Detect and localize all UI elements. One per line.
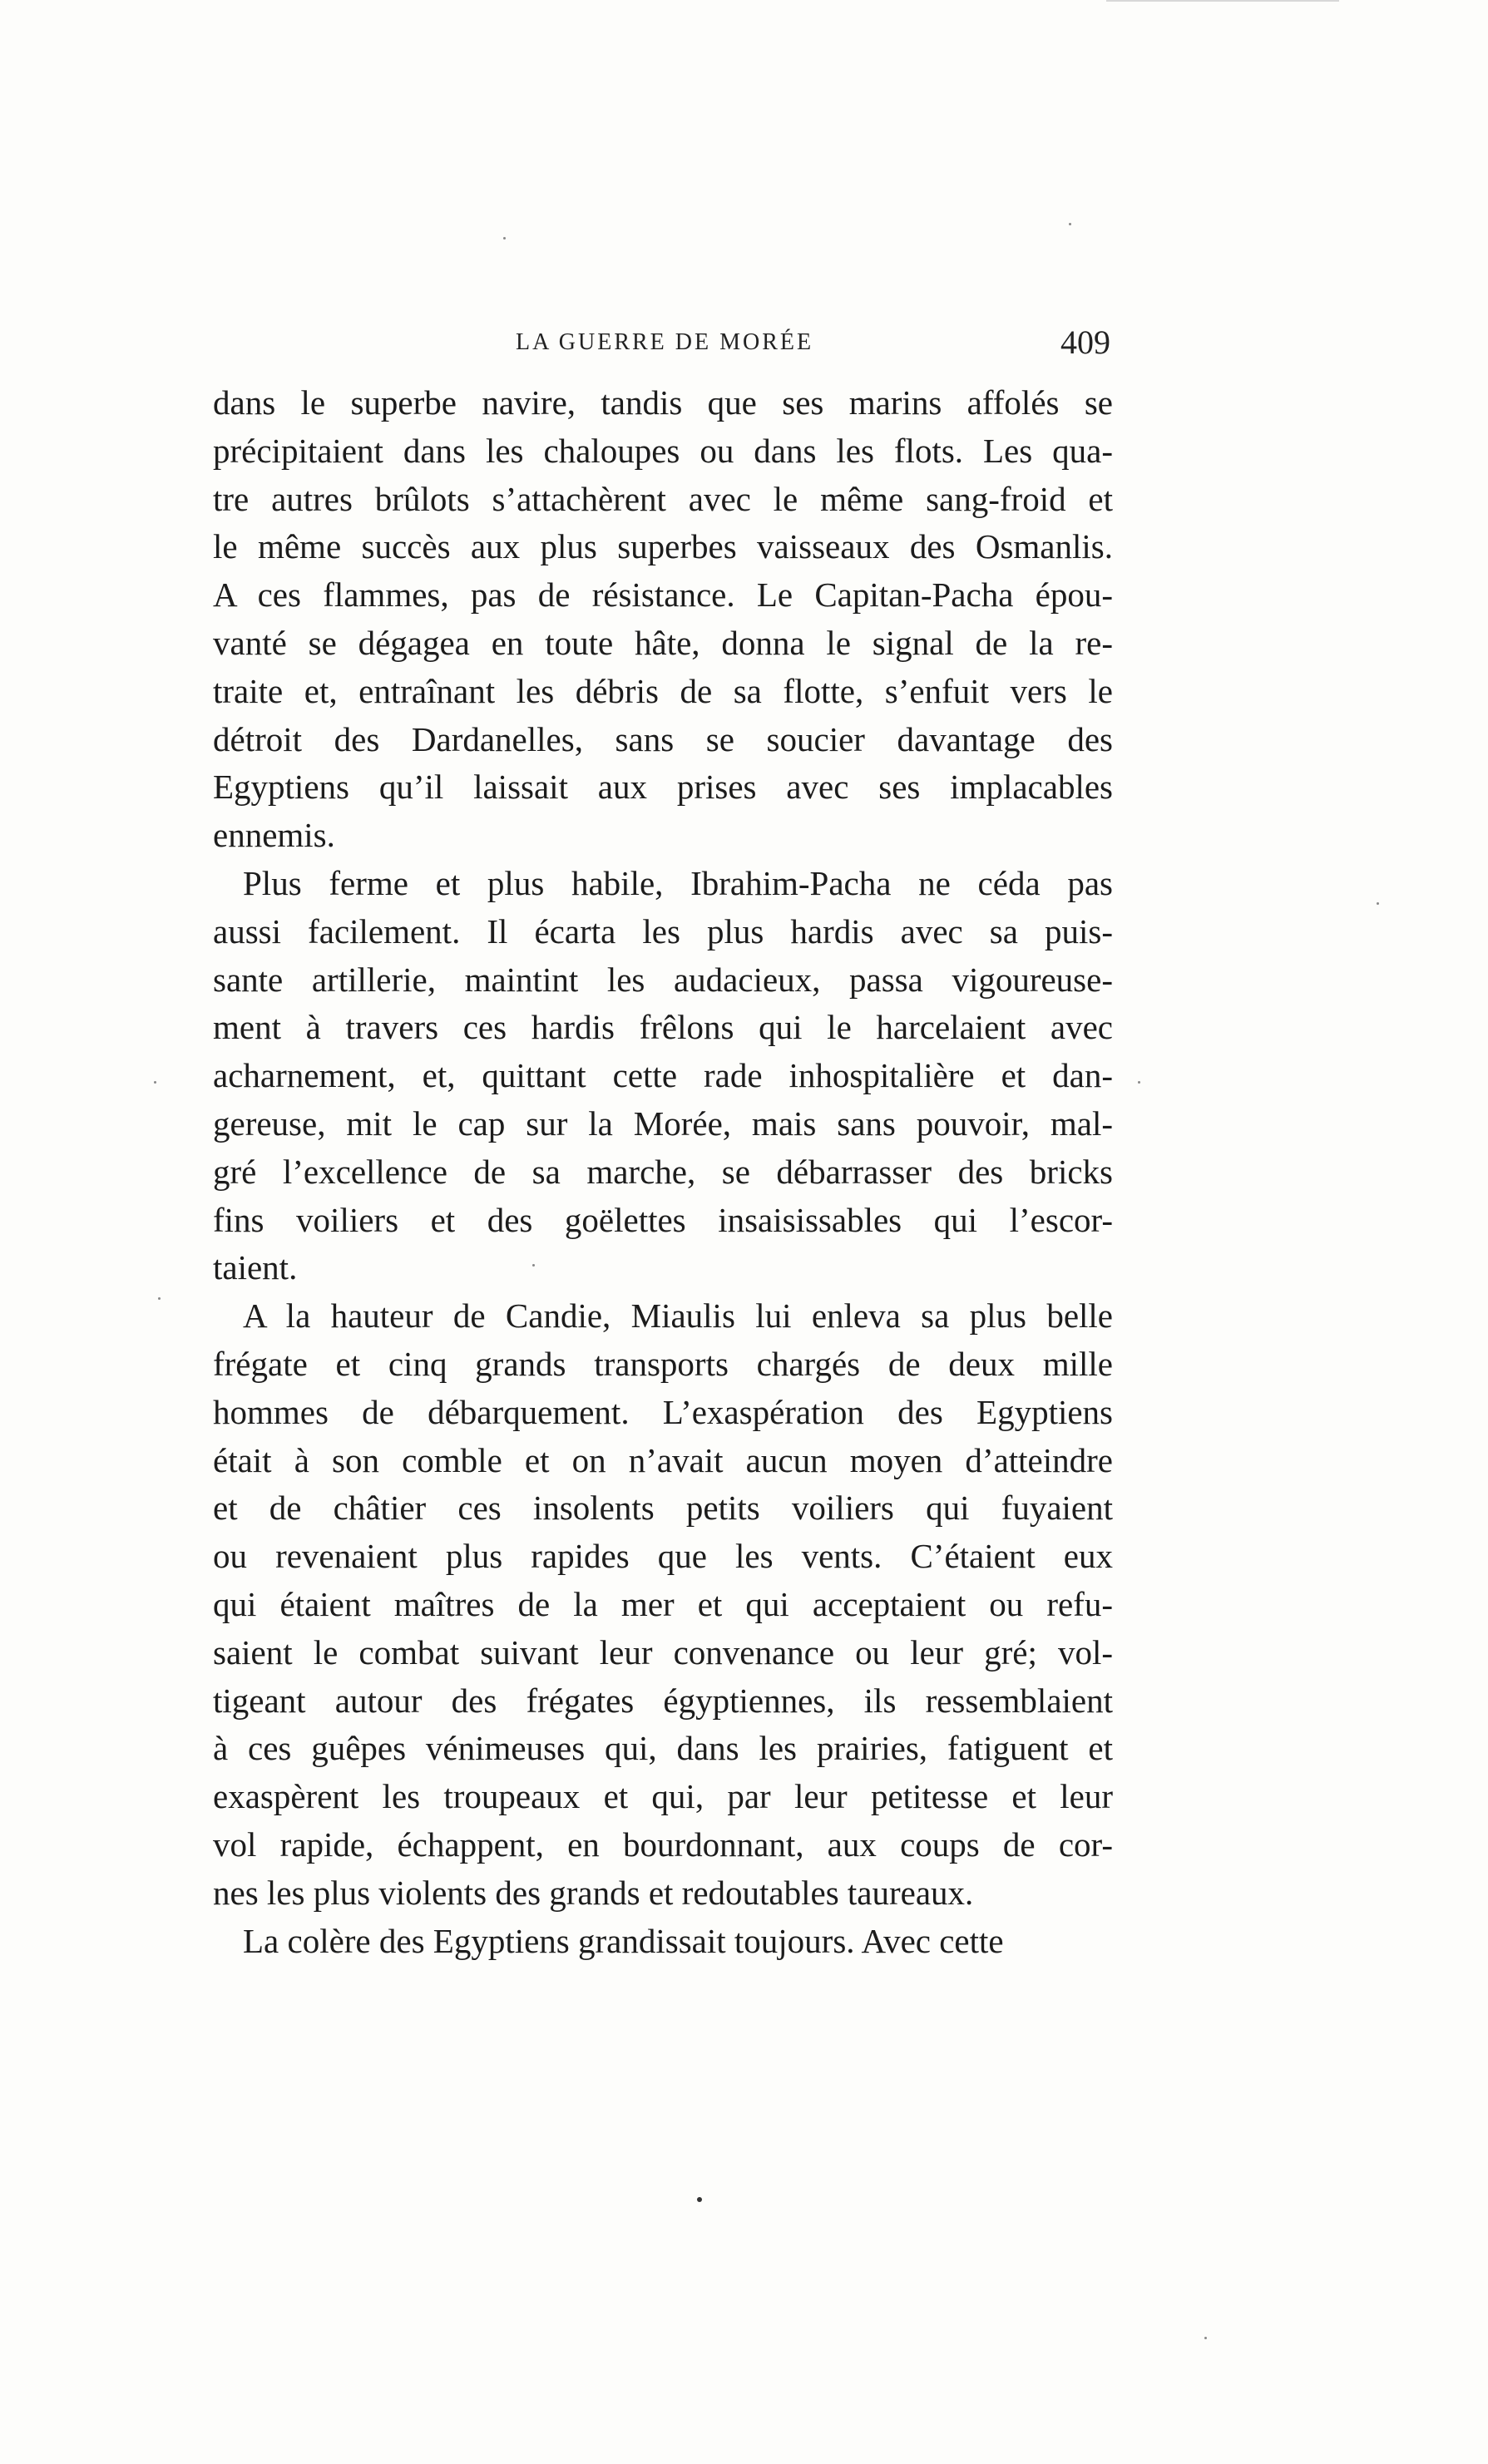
text-line: hommes de débarquement. L’exaspération des Egyptiens [213, 1392, 1113, 1431]
text-line: et de châtier ces insolents petits voiliers qui fuyaient [213, 1489, 1113, 1528]
text-line: tre autres brûlots s’attachèrent avec le même sang-froid et [213, 479, 1113, 518]
text-line: traite et, entraînant les débris de sa flotte, s’enfuit vers le [213, 671, 1113, 710]
text-line: frégate et cinq grands transports chargés de deux mille [213, 1344, 1113, 1383]
page-header [0, 323, 1488, 373]
text-line: A la hauteur de Candie, Miaulis lui enleva sa plus belle [243, 1296, 1113, 1336]
text-line: exaspèrent les troupeaux et qui, par leur petitesse et leur [213, 1777, 1113, 1816]
text-line: sante artillerie, maintint les audacieux, passa vigoureuse- [213, 960, 1113, 999]
scan-speck [1204, 2337, 1207, 2339]
text-line: acharnement, et, quittant cette rade inhospitalière et dan- [213, 1056, 1113, 1095]
text-line: taient. [213, 1248, 298, 1287]
text-line: précipitaient dans les chaloupes ou dans les flots. Les qua- [213, 431, 1113, 470]
text-line: nes les plus violents des grands et redoutables taureaux. [213, 1873, 974, 1912]
text-line: gereuse, mit le cap sur la Morée, mais sans pouvoir, mal- [213, 1104, 1113, 1143]
text-line: aussi facilement. Il écarta les plus hardis avec sa puis- [213, 911, 1113, 951]
text-line: à ces guêpes vénimeuses qui, dans les prairies, fatiguent et [213, 1729, 1113, 1768]
text-line: La colère des Egyptiens grandissait toujours. Avec cette [243, 1921, 1004, 1960]
text-line: fins voiliers et des goëlettes insaisissables qui l’escor- [213, 1200, 1113, 1239]
text-line: vanté se dégagea en toute hâte, donna le signal de la re- [213, 623, 1113, 662]
body-text [213, 379, 1113, 1965]
scan-speck [697, 2197, 702, 2202]
text-line: Egyptiens qu’il laissait aux prises avec ses implacables [213, 768, 1113, 807]
scan-speck [1069, 223, 1071, 225]
text-line: ennemis. [213, 816, 335, 855]
scan-speck [1377, 902, 1379, 905]
text-line: Plus ferme et plus habile, Ibrahim-Pacha ne céda pas [243, 863, 1113, 902]
text-line: était à son comble et on n’avait aucun moyen d’atteindre [213, 1440, 1113, 1479]
text-line: vol rapide, échappent, en bourdonnant, aux coups de cor- [213, 1825, 1113, 1864]
scan-speck [1138, 1081, 1140, 1084]
text-line: A ces flammes, pas de résistance. Le Capitan-Pacha épou- [213, 575, 1113, 615]
text-line: détroit des Dardanelles, sans se soucier davantage des [213, 719, 1113, 758]
text-line: qui étaient maîtres de la mer et qui acceptaient ou refu- [213, 1584, 1113, 1623]
running-title: LA GUERRE DE MORÉE [516, 329, 814, 355]
page-number: 409 [1060, 323, 1110, 361]
text-line: le même succès aux plus superbes vaisseaux des Osmanlis. [213, 527, 1113, 566]
text-line: dans le superbe navire, tandis que ses marins affolés se [213, 383, 1113, 422]
text-line: tigeant autour des frégates égyptiennes, ils ressemblaient [213, 1681, 1113, 1720]
text-line: saient le combat suivant leur convenance ou leur gré; vol- [213, 1632, 1113, 1671]
text-line: ment à travers ces hardis frêlons qui le harcelaient avec [213, 1008, 1113, 1047]
scan-speck [158, 1297, 161, 1300]
scan-speck [503, 237, 506, 239]
text-line: ou revenaient plus rapides que les vents. C’étaient eux [213, 1537, 1113, 1576]
text-line: gré l’excellence de sa marche, se débarrasser des bricks [213, 1152, 1113, 1191]
scan-speck [532, 1264, 535, 1267]
scan-speck [154, 1081, 156, 1084]
scan-edge-rule [1106, 0, 1339, 2]
